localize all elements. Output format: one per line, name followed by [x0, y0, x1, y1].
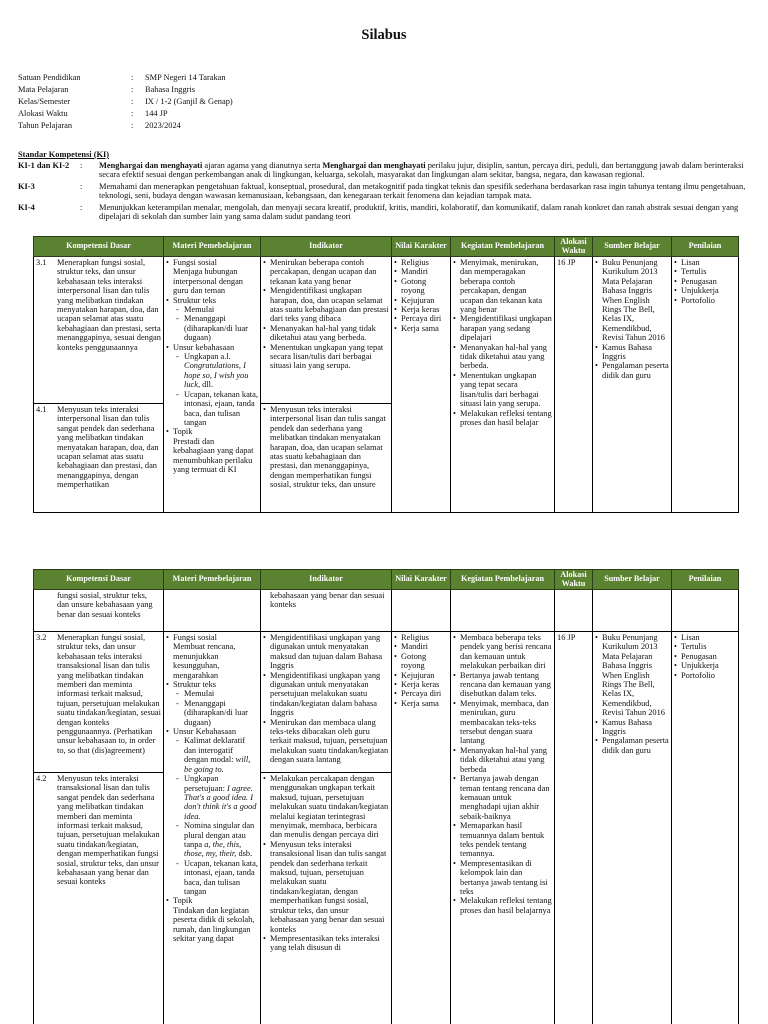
list-item: • Buku Penunjang Kurikulum 2013 Mata Pelajaran Bahasa Inggris When English Rings The Bell, Kelas IX, Kemendikbud, Revisi Tahun 2016 [595, 633, 669, 718]
sumber-cell [593, 257, 672, 513]
materi-cell [164, 590, 261, 632]
meta-label: Mata Pelajaran [18, 85, 69, 95]
list-item: • Kerja sama [394, 324, 448, 333]
column-header: Penilaian [672, 237, 739, 257]
meta-row: Satuan Pendidikan : SMP Negeri 14 Tarakan [18, 73, 758, 85]
syllabus-table-page-1 [33, 236, 738, 513]
list-item: • Gotong royong [394, 277, 448, 296]
ki-text: Memahami dan menerapkan pengetahuan faktual, konseptual, prosedural, dan metakognitif pada tingkat teknis dan spesifik sederhana berdasarkan rasa ingin tahunya tentang ilmu pengetahuan, teknologi, seni, budaya dengan wawasan kemanusiaan, kebangsaan, dan kenegaraan terkait fenomena dan kejadian tampak mata. [99, 181, 746, 201]
list-item: • Bertanya jawab tentang rencana dan kemauan yang disebutkan dalam teks. [453, 671, 552, 699]
alokasi-cell: 16 JP [555, 632, 593, 1024]
list-item: • Religius [394, 258, 448, 267]
column-header: Materi Pemebelajaran [164, 237, 261, 257]
materi-cell [164, 632, 261, 1024]
list-item: • Lisan [674, 258, 736, 267]
list-item: • Menentukan ungkapan yang tepat secara lisan/tulis dari berbagai situasi lain yang serupa. [263, 343, 389, 371]
list-item: • Percaya diri [394, 314, 448, 323]
column-header: Indikator [261, 570, 392, 590]
list-item: • Mempresentasikan di kelompok lain dan bertanya jawab tentang isi teks [453, 859, 552, 897]
list-item: • Struktur teks - Memulai - Menanggapi (diharapkan/di luar dugaan) [166, 296, 258, 343]
column-header: Kegiatan Pembelajaran [451, 237, 555, 257]
ki-text: Menunjukkan keterampilan menalar, mengolah, dan menyaji secara kreatif, produktif, kritis, mandiri, kolaboratif, dan komunikatif, dalam ranah konkret dan ranah abstrak sesuai dengan yang dipelajari di sekolah dan sumber lain yang sama dalam sudut pandang teori [99, 202, 739, 222]
list-item: • Menentukan ungkapan yang tepat secara lisan/tulis dari berbagai situasi lain yang serupa. [453, 371, 552, 409]
list-item: • Mengidentifikasi ungkapan harapan, doa, dan ucapan selamat atas suatu kebahagiaan dan prestasi dari teks yang dibaca [263, 286, 389, 324]
table-header-row [34, 570, 739, 590]
list-item: • Melakukan refleksi tentang proses dan hasil belajarnya [453, 896, 552, 915]
list-item: • Melakukan refleksi tentang proses dan hasil belajar [453, 409, 552, 428]
list-item: • Kejujuran [394, 671, 448, 680]
list-item: • Kerja keras [394, 680, 448, 689]
column-header: Nilai Karakter [392, 237, 451, 257]
list-item: • Memaparkan hasil temuannya dalam bentuk teks pendek tentang temannya. [453, 821, 552, 859]
list-item: • Gotong royong [394, 652, 448, 671]
table-header-row [34, 237, 739, 257]
ki-code: KI-4 [18, 202, 35, 212]
list-item: • Kejujuran [394, 296, 448, 305]
list-item: • Fungsi sosial Membuat rencana, menunjukkan kesungguhan, mengarahkan [166, 633, 258, 680]
list-item: • Menyusun teks interaksi interpersonal lisan dan tulis sangat pendek dan sederhana yang melibatkan tindakan menyatakan harapan, doa, dan ucapan selamat atas suatu kebahagiaan dan prestasi, dan menanggapinya, dengan memperhatikan fungsi sosial, struktur teks, dan unsure [263, 405, 389, 490]
list-item: • Mandiri [394, 267, 448, 276]
meta-value: IX / 1-2 (Ganjil & Genap) [145, 97, 233, 107]
ki-heading: Standar Kompetensi (KI) [18, 150, 110, 159]
meta-label: Tahun Pelajaran [18, 121, 73, 131]
meta-row: Alokasi Waktu : 144 JP [18, 109, 758, 121]
list-item: • Tertulis [674, 642, 736, 651]
list-item: • Mandiri [394, 642, 448, 651]
list-item: • Topik Prestadi dan kebahagiaan yang dapat menumbuhkan perilaku yang termuat di KI [166, 427, 258, 474]
column-header: Materi Pemebelajaran [164, 570, 261, 590]
column-header: Penilaian [672, 570, 739, 590]
list-item: • Kamus Bahasa Inggris [595, 718, 669, 737]
list-item: • Bertanya jawab dengan teman tentang rencana dan kemauan untuk menghadapi ujian akhir sebaik-baiknya [453, 774, 552, 821]
list-item: • Menyimak, membaca, dan menirukan, guru membacakan teks-teks tersebut dengan suara lantang [453, 699, 552, 746]
table-row [34, 590, 739, 632]
list-item: • Penugasan [674, 652, 736, 661]
penilaian-cell [672, 257, 739, 513]
list-item: • Menanyakan hal-hal yang tidak diketahui atau yang berbeda [453, 746, 552, 774]
meta-label: Alokasi Waktu [18, 109, 68, 119]
column-header: Sumber Belajar [593, 570, 672, 590]
alokasi-cell [555, 590, 593, 632]
indikator-cell [261, 257, 392, 404]
list-item: • Menyusun teks interaksi transaksional lisan dan tulis sangat pendek dan sederhana terkait maksud, tujuan, persetujuan melakukan suatu tindakan/kegiatan, dengan memperhatikan fungsi sosial, struktur teks, dan unsur kebahasaan yang benar dan sesuai konteks [263, 840, 389, 934]
list-item: • Mempresentasikan teks interaksi yang telah disusun di [263, 934, 389, 953]
list-item: • Menanyakan hal-hal yang tidak diketahui atau yang berbeda. [263, 324, 389, 343]
list-item: • Menyimak, menirukan, dan memperagakan beberapa contoh percakapan, dengan ucapan dan tekanan kata yang benar [453, 258, 552, 314]
list-item: • Struktur teks - Memulai - Menanggapi (diharapkan/di luar dugaan) [166, 680, 258, 727]
kd-cell: 4.1 Menyusun teks interaksi interpersonal lisan dan tulis sangat pendek dan sederhana yang melibatkan tindakan menyatakan harapan, doa, dan ucapan selamat atas suatu kebahagiaan dan prestasi, dan menanggapinya, dengan memperhatikan [34, 404, 164, 513]
list-item: • Mengidentifikasi ungkapan yang digunakan untuk menyatakan maksud dan tujuan dalam Bahasa Inggris [263, 633, 389, 671]
column-header: Alokasi Waktu [555, 570, 593, 590]
kd-cell: fungsi sosial, struktur teks, dan unsure kebahasaan yang benar dan sesuai konteks [34, 590, 164, 632]
list-item: • Menanyakan hal-hal yang tidak diketahui atau yang berbeda. [453, 343, 552, 371]
list-item: • Unjukkerja [674, 286, 736, 295]
column-header: Kompetensi Dasar [34, 237, 164, 257]
list-item: • Tertulis [674, 267, 736, 276]
list-item: • Fungsi sosial Menjaga hubungan interpersonal dengan guru dan teman [166, 258, 258, 296]
list-item: • Kerja sama [394, 699, 448, 708]
ki-row: KI-3 : Memahami dan menerapkan pengetahuan faktual, konseptual, prosedural, dan metakognitif pada tingkat teknis dan spesifik sederhana berdasarkan rasa ingin tahunya tentang ilmu pengetahuan, teknologi, seni, budaya dengan wawasan kemanusiaan, kebangsaan, dan kenegaraan terkait fenomena dan kejadian tampak mata. [18, 182, 760, 201]
ki-code: KI-3 [18, 181, 35, 191]
meta-row: Tahun Pelajaran : 2023/2024 [18, 121, 758, 133]
nilai-cell [392, 632, 451, 1024]
ki-row: KI-1 dan KI-2 : Menghargai dan menghayati ajaran agama yang dianutnya serta Menghargai dan menghayati perilaku jujur, disiplin, santun, percaya diri, peduli, dan bertanggung jawab dalam berinteraksi secara efektif sesuai dengan perkembangan anak di lingkungan, keluarga, sekolah, masyarakat dan lingkungan alam sekitar, bangsa, negara, dan kawasan regional. [18, 161, 760, 180]
meta-value: 2023/2024 [145, 121, 181, 131]
meta-value: 144 JP [145, 109, 168, 119]
ki-row: KI-4 : Menunjukkan keterampilan menalar, mengolah, dan menyaji secara kreatif, produktif, kritis, mandiri, kolaboratif, dan komunikatif, dalam ranah konkret dan ranah abstrak sesuai dengan yang dipelajari di sekolah dan sumber lain yang sama dalam sudut pandang teori [18, 203, 760, 222]
list-item: • Religius [394, 633, 448, 642]
nilai-cell [392, 590, 451, 632]
column-header: Nilai Karakter [392, 570, 451, 590]
penilaian-cell [672, 632, 739, 1024]
column-header: Alokasi Waktu [555, 237, 593, 257]
list-item: • Pengalaman peserta didik dan guru [595, 736, 669, 755]
list-item: • Kerja keras [394, 305, 448, 314]
list-item: • Unsur Kebahasaan - Kalimat deklaratif dan interogatif dengan modal: will, be going to. - Ungkapan persetujuan: I agree. That's a good idea. I don't think it's a good idea. - Nomina singular dan plural dengan atau tanpa a, the, this, those, my, their, dsb. - Ucapan, tekanan kata, intonasi, ejaan, tanda baca, dan tulisan tangan [166, 727, 258, 896]
list-item: • Portofolio [674, 296, 736, 305]
syllabus-meta [18, 73, 758, 133]
list-item: • Kamus Bahasa Inggris [595, 343, 669, 362]
table-row [34, 632, 739, 773]
column-header: Indikator [261, 237, 392, 257]
meta-label: Kelas/Semester [18, 97, 71, 107]
indikator-cell [261, 773, 392, 1024]
sumber-cell [593, 590, 672, 632]
materi-cell [164, 257, 261, 513]
list-item: • Portofolio [674, 671, 736, 680]
indikator-cell: kebahasaan yang benar dan sesuai konteks [261, 590, 392, 632]
meta-value: Bahasa Inggris [145, 85, 196, 95]
list-item: • Pengalaman peserta didik dan guru [595, 361, 669, 380]
list-item: • Mengidentifikasi ungkapan harapan yang sedang dipelajari [453, 314, 552, 342]
list-item: • Menirukan beberapa contoh percakapan, dengan ucapan dan tekanan kata yang benar [263, 258, 389, 286]
kegiatan-cell [451, 632, 555, 1024]
meta-row: Kelas/Semester : IX / 1-2 (Ganjil & Genap) [18, 97, 758, 109]
sumber-cell [593, 632, 672, 1024]
list-item: • Melakukan percakapan dengan menggunakan ungkapan terkait maksud, tujuan, persetujuan melakukan suatu tindakan/kegiatan melalui kegiatan terintegrasi menyimak, membaca, berbicara dan menulis dengan percaya diri [263, 774, 389, 840]
list-item: • Unjukkerja [674, 661, 736, 670]
table-row [34, 257, 739, 404]
indikator-cell [261, 404, 392, 513]
page-title: Silabus [361, 27, 407, 43]
meta-row: Mata Pelajaran : Bahasa Inggris [18, 85, 758, 97]
ki-text: Menghargai dan menghayati ajaran agama yang dianutnya serta Menghargai dan menghayati perilaku jujur, disiplin, santun, percaya diri, peduli, dan bertanggung jawab dalam berinteraksi secara efektif sesuai dengan perkembangan anak di lingkungan, keluarga, sekolah, masyarakat dan lingkungan alam sekitar, bangsa, negara, dan kawasan regional. [99, 161, 744, 180]
list-item: • Membaca beberapa teks pendek yang berisi rencana dan kemauan untuk melakukan perbaikan diri [453, 633, 552, 671]
list-item: • Buku Penunjang Kurikulum 2013 Mata Pelajaran Bahasa Inggris When English Rings The Bell, Kelas IX, Kemendikbud, Revisi Tahun 2016 [595, 258, 669, 343]
list-item: • Percaya diri [394, 689, 448, 698]
list-item: • Unsur kebahasaan - Ungkapan a.l. Congratulations, I hope so, I wish you luck, dll. - Ucapan, tekanan kata, intonasi, ejaan, tanda baca, dan tulisan tangan [166, 343, 258, 428]
kd-cell: 4.2 Menyusun teks interaksi transaksional lisan dan tulis sangat pendek dan sederhana yang melibatkan tindakan memberi dan meminta informasi terkait maksud, tujuan, persetujuan melakukan suatu tindakan/kegiatan, dengan memperhatikan fungsi sosial, struktur teks, dan unsur kebahasaan yang benar dan sesuai konteks [34, 773, 164, 1024]
indikator-cell [261, 632, 392, 773]
kd-cell: 3.2 Menerapkan fungsi sosial, struktur teks, dan unsur kebahasaan teks interaksi transaksional lisan dan tulis yang melibatkan tindakan memberi dan meminta informasi terkait maksud, tujuan, persetujuan melakukan suatu tindakan/kegiatan, sesuai dengan konteks penggunaannya. (Perhatikan unsur kebahasaan to, in order to, so that (dis)agreement) [34, 632, 164, 773]
kd-cell: 3.1 Menerapkan fungsi sosial, struktur teks, dan unsur kebahasaan teks interaksi interpersonal lisan dan tulis yang melibatkan tindakan menyatakan harapan, doa, dan ucapan selamat atas suatu kebahagiaan dan prestasi, serta menanggapinya, sesuai dengan konteks penggunaannya [34, 257, 164, 404]
list-item: • Mengidentifikasi ungkapan yang digunakan untuk menyatakan persetujuan melakukan suatu tindakan/kegiatan dalam bahasa Inggris [263, 671, 389, 718]
kegiatan-cell [451, 590, 555, 632]
column-header: Kegiatan Pembelajaran [451, 570, 555, 590]
nilai-cell [392, 257, 451, 513]
list-item: • Penugasan [674, 277, 736, 286]
ki-code: KI-1 dan KI-2 [18, 161, 70, 170]
list-item: • Lisan [674, 633, 736, 642]
list-item: • Topik Tindakan dan kegiatan peserta didik di sekolah, rumah, dan lingkungan sekitar yang dapat [166, 896, 258, 943]
ki-section [18, 150, 760, 223]
meta-label: Satuan Pendidikan [18, 73, 81, 82]
meta-value: SMP Negeri 14 Tarakan [145, 73, 226, 82]
column-header: Kompetensi Dasar [34, 570, 164, 590]
column-header: Sumber Belajar [593, 237, 672, 257]
kegiatan-cell [451, 257, 555, 513]
penilaian-cell [672, 590, 739, 632]
syllabus-table-page-2 [33, 569, 738, 1024]
list-item: • Menirukan dan membaca ulang teks-teks dibacakan oleh guru terkait maksud, tujuan, persetujuan melakukan suatu tindakan/kegiatan dengan suara lantang [263, 718, 389, 765]
alokasi-cell: 16 JP [555, 257, 593, 513]
